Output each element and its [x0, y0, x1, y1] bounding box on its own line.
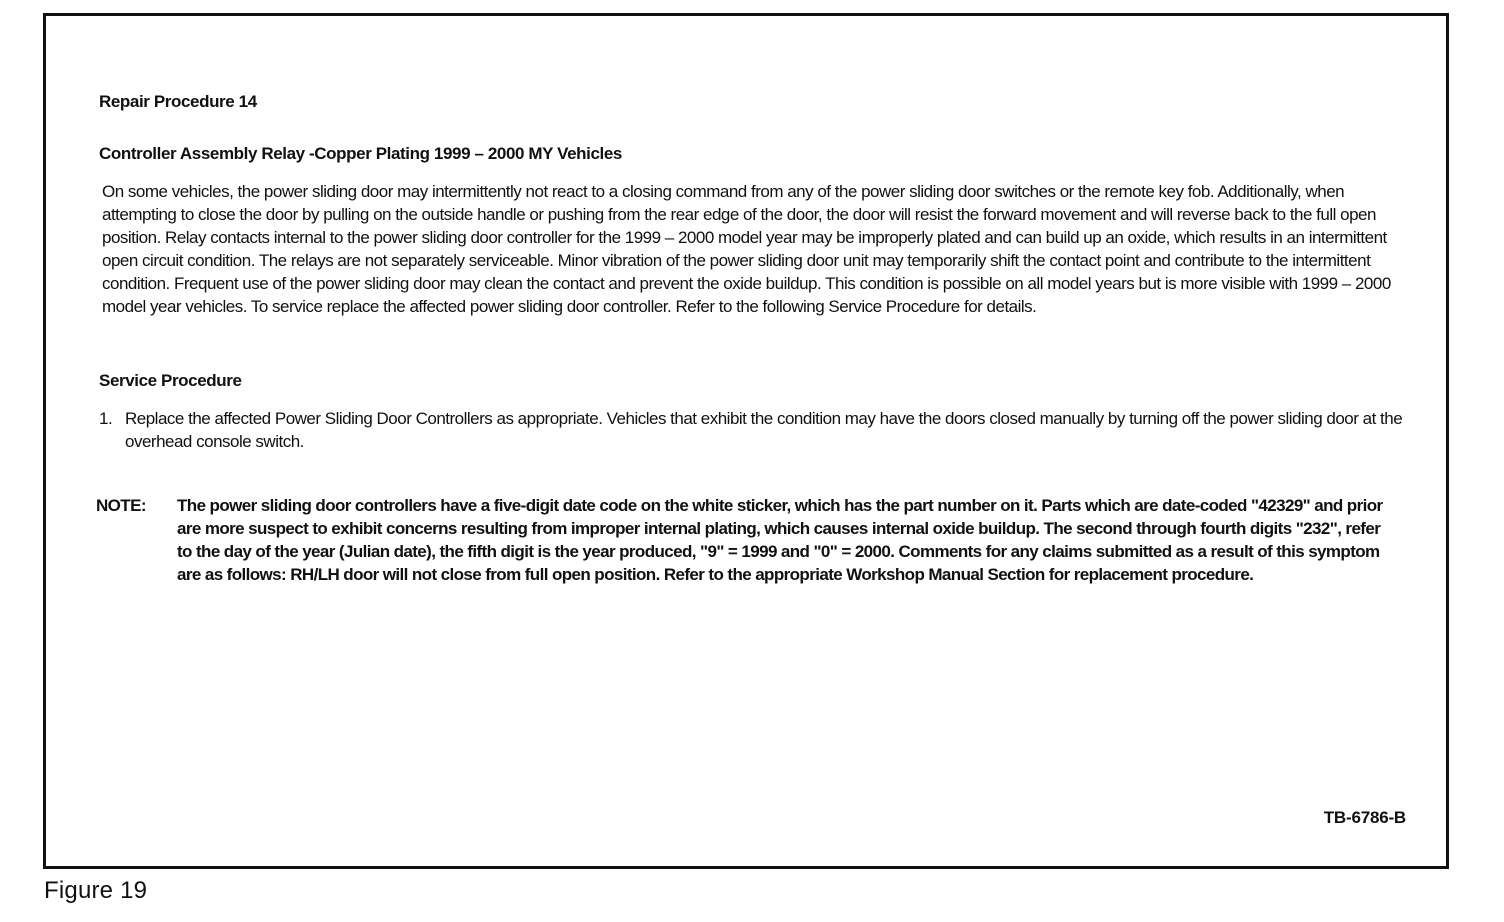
document-code: TB-6786-B [1323, 808, 1406, 827]
note-block [96, 494, 1386, 586]
step-number: 1. [99, 409, 113, 428]
service-step [99, 407, 1409, 453]
description-paragraph: On some vehicles, the power sliding door may intermittently not react to a closing command from any of the power sliding door switches or the remote key fob. Additionally, when attempting to close the door by pulling on the outside handle or pushing from the rear edge of the door, the door will resist the forward movement and will reverse back to the full open position. Relay contacts internal to the power sliding door controller for the 1999 – 2000 model year may be improperly plated and can build up an oxide, which results in an intermittent open circuit condition. The relays are not separately serviceable. Minor vibration of the power sliding door unit may temporarily shift the contact point and contribute to the intermittent condition. Frequent use of the power sliding door may clean the contact and prevent the oxide buildup. This condition is possible on all model years but is more visible with 1999 – 2000 model year vehicles. To service replace the affected power sliding door controller. Refer to the following Service Procedure for details. [102, 182, 1391, 316]
procedure-title: Repair Procedure 14 [99, 92, 257, 111]
note-label: NOTE: [96, 496, 146, 515]
service-procedure-heading: Service Procedure [99, 371, 242, 390]
note-text: The power sliding door controllers have a five-digit date code on the white sticker, which has the part number on it. Parts which are date-coded "42329" and prior are more suspect to exhibit concerns resulting from improper internal plating, which causes internal oxide buildup. The second through fourth digits "232", refer to the day of the year (Julian date), the fifth digit is the year produced, "9" = 1999 and "0" = 2000. Comments for any claims submitted as a result of this symptom are as follows: RH/LH door will not close from full open position. Refer to the appropriate Workshop Manual Section for replacement procedure. [177, 496, 1383, 584]
section-title: Controller Assembly Relay -Copper Plating 1999 – 2000 MY Vehicles [99, 144, 622, 163]
figure-caption: Figure 19 [44, 877, 148, 904]
document-frame [43, 13, 1449, 869]
step-text: Replace the affected Power Sliding Door Controllers as appropriate. Vehicles that exhibit the condition may have the doors closed manually by turning off the power sliding door at the overhead console switch. [125, 409, 1403, 451]
